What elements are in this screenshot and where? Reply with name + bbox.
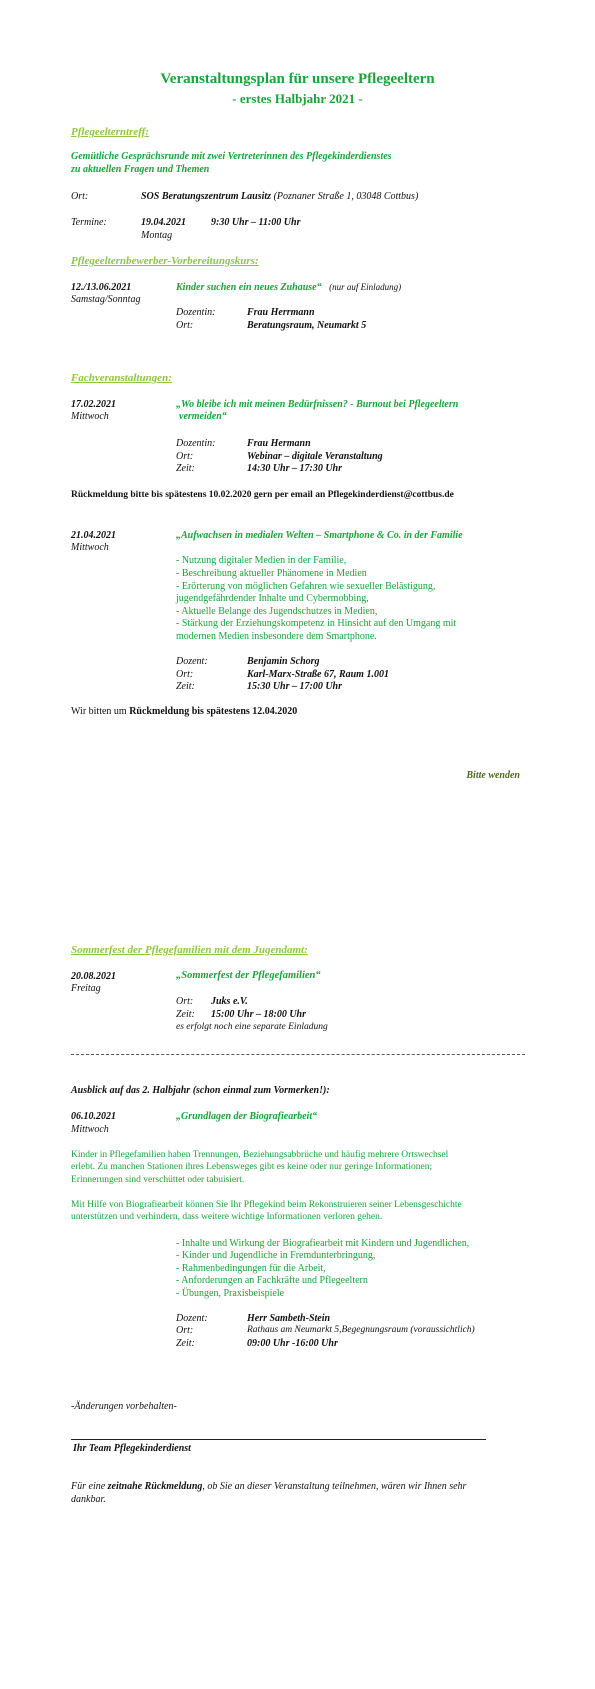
fach2-rueckmeldung-prefix: Wir bitten um [71, 706, 130, 717]
ausblick-paragraph1-line: Erinnerungen sind verschüttet oder tabuisiert. [71, 1175, 245, 1185]
ausblick-date: 06.10.2021 [71, 1111, 116, 1122]
sommer-ort-label: Ort: [176, 996, 194, 1007]
ausblick-paragraph2-line: unterstützen und verhindern, dass weitere wichtige Informationen verloren gehen. [71, 1212, 383, 1222]
kurs-note: (nur auf Einladung) [329, 282, 402, 292]
fach2-title: „Aufwachsen in medialen Welten – Smartphone & Co. in der Familie [176, 530, 463, 541]
ausblick-paragraph1-line: Kinder in Pflegefamilien haben Trennungen, Beziehungsabbrüche und häufig mehrere Ortswechsel [71, 1150, 449, 1160]
fach2-bullet: - Nutzung digitaler Medien in der Familie, [176, 555, 347, 566]
ausblick-zeit-label: Zeit: [176, 1338, 195, 1349]
ausblick-bullet: - Anforderungen an Fachkräfte und Pflegeeltern [176, 1275, 368, 1286]
closing-line1 [71, 1481, 466, 1492]
sommer-weekday: Freitag [71, 983, 101, 994]
ausblick-bullet: - Kinder und Jugendliche in Fremdunterbringung, [176, 1250, 376, 1261]
ausblick-heading: Ausblick auf das 2. Halbjahr (schon einmal zum Vormerken!): [71, 1085, 330, 1096]
fach2-zeit: 15:30 Uhr – 17:00 Uhr [247, 681, 343, 692]
page-subtitle: - erstes Halbjahr 2021 - [232, 91, 363, 106]
fach2-date: 21.04.2021 [71, 530, 116, 541]
fach2-ort-label: Ort: [176, 669, 194, 680]
team-signature: Ihr Team Pflegekinderdienst [73, 1443, 191, 1454]
treff-date: 19.04.2021 [141, 217, 186, 228]
treff-ort-label: Ort: [71, 191, 89, 202]
section-heading-treff: Pflegeelterntreff: [71, 126, 149, 138]
fach2-dozent-label: Dozent: [176, 656, 208, 667]
fach2-rueckmeldung-bold: Rückmeldung bis spätestens 12.04.2020 [129, 706, 298, 717]
sommer-zeit: 15:00 Uhr – 18:00 Uhr [211, 1009, 307, 1020]
fach2-zeit-label: Zeit: [176, 681, 195, 692]
fach1-title-line2: vermeiden“ [179, 411, 227, 422]
fach2-weekday: Mittwoch [71, 542, 109, 553]
treff-ort-address: (Poznaner Straße 1, 03048 Cottbus) [273, 191, 419, 202]
fach1-ort: Webinar – digitale Veranstaltung [247, 451, 383, 462]
fach2-dozent: Benjamin Schorg [247, 656, 320, 667]
aenderungen-note: -Änderungen vorbehalten- [71, 1401, 177, 1412]
kurs-title: Kinder suchen ein neues Zuhause“ [176, 282, 322, 293]
fach1-ort-label: Ort: [176, 451, 194, 462]
kurs-dozent-label: Dozentin: [176, 307, 216, 318]
fach2-bullet: - Stärkung der Erziehungskompetenz in Hinsicht auf den Umgang mit [176, 618, 457, 629]
section-heading-kurs: Pflegeelternbewerber-Vorbereitungskurs: [71, 255, 259, 267]
treff-description-line1: Gemütliche Gesprächsrunde mit zwei Vertreterinnen des Pflegekinderdienstes [71, 151, 392, 162]
closing-bold: zeitnahe Rückmeldung [107, 1481, 203, 1492]
treff-ort-name: SOS Beratungszentrum Lausitz [141, 191, 272, 202]
ausblick-dozent: Herr Sambeth-Stein [247, 1313, 331, 1324]
fach2-ort: Karl-Marx-Straße 67, Raum 1.001 [247, 669, 389, 680]
kurs-ort-label: Ort: [176, 320, 194, 331]
fach1-weekday: Mittwoch [71, 411, 109, 422]
fach1-rueckmeldung: Rückmeldung bitte bis spätestens 10.02.2020 gern per email an Pflegekinderdienst@cottbus.de [71, 490, 454, 500]
fach2-bullet: - Aktuelle Belange des Jugendschutzes in Medien, [176, 606, 378, 617]
ausblick-bullet: - Rahmenbedingungen für die Arbeit, [176, 1263, 326, 1274]
kurs-date: 12./13.06.2021 [71, 282, 132, 293]
fach2-bullet: - Erörterung von möglichen Gefahren wie sexueller Belästigung, [176, 581, 436, 592]
ausblick-title: „Grundlagen der Biografiearbeit“ [176, 1111, 318, 1122]
closing-pre: Für eine [71, 1481, 108, 1492]
ausblick-paragraph2-line: Mit Hilfe von Biografiearbeit können Sie Ihr Pflegekind beim Rekonstruieren seiner Lebensgeschichte [71, 1200, 462, 1210]
sommer-note: es erfolgt noch eine separate Einladung [176, 1022, 328, 1032]
signature-line [71, 1439, 486, 1440]
section-heading-fach: Fachveranstaltungen: [71, 372, 172, 384]
fach1-dozent: Frau Hermann [247, 438, 311, 449]
bitte-wenden: Bitte wenden [466, 770, 520, 781]
sommer-date: 20.08.2021 [71, 971, 116, 982]
fach1-zeit: 14:30 Uhr – 17:30 Uhr [247, 463, 343, 474]
fach2-bullet: jugendgefährdender Inhalte und Cybermobbing, [176, 593, 369, 604]
ausblick-weekday: Mittwoch [71, 1124, 109, 1135]
treff-time: 9:30 Uhr – 11:00 Uhr [211, 217, 301, 228]
fach1-dozent-label: Dozentin: [176, 438, 216, 449]
section-heading-sommerfest: Sommerfest der Pflegefamilien mit dem Jugendamt: [71, 944, 308, 956]
ausblick-dozent-label: Dozent: [176, 1313, 208, 1324]
kurs-ort: Beratungsraum, Neumarkt 5 [247, 320, 367, 331]
ausblick-ort-label: Ort: [176, 1325, 194, 1336]
dashed-divider [71, 1054, 525, 1055]
sommer-zeit-label: Zeit: [176, 1009, 195, 1020]
ausblick-bullet: - Inhalte und Wirkung der Biografiearbeit mit Kindern und Jugendlichen, [176, 1238, 470, 1249]
treff-description-line2: zu aktuellen Fragen und Themen [71, 164, 210, 175]
sommer-ort: Juks e.V. [211, 996, 248, 1007]
fach2-rueckmeldung [71, 706, 297, 717]
sommer-title: „Sommerfest der Pflegefamilien“ [176, 970, 321, 981]
closing-post: , ob Sie an dieser Veranstaltung teilnehmen, wären wir Ihnen sehr [202, 1481, 467, 1492]
fach1-title-line1: „Wo bleibe ich mit meinen Bedürfnissen? - Burnout bei Pflegeeltern [176, 399, 459, 410]
ausblick-ort: Rathaus am Neumarkt 5,Begegnungsraum (voraussichtlich) [247, 1325, 475, 1335]
page-title: Veranstaltungsplan für unsere Pflegeeltern [160, 71, 435, 87]
ausblick-bullet: - Übungen, Praxisbeispiele [176, 1288, 285, 1299]
ausblick-paragraph1-line: erlebt. Zu manchen Stationen ihres Lebensweges gibt es keine oder nur geringe Informationen; [71, 1162, 433, 1172]
fach1-zeit-label: Zeit: [176, 463, 195, 474]
treff-ort-value [141, 191, 418, 202]
closing-line2: dankbar. [71, 1494, 106, 1505]
treff-weekday: Montag [141, 230, 173, 241]
treff-termine-label: Termine: [71, 217, 107, 228]
fach1-date: 17.02.2021 [71, 399, 116, 410]
ausblick-zeit: 09:00 Uhr -16:00 Uhr [247, 1338, 338, 1349]
kurs-dozent: Frau Herrmann [247, 307, 315, 318]
kurs-title-line [176, 282, 401, 293]
fach2-bullet: - Beschreibung aktueller Phänomene in Medien [176, 568, 367, 579]
fach2-bullet: modernen Medien insbesondere dem Smartphone. [176, 631, 377, 642]
kurs-weekday: Samstag/Sonntag [71, 294, 141, 305]
